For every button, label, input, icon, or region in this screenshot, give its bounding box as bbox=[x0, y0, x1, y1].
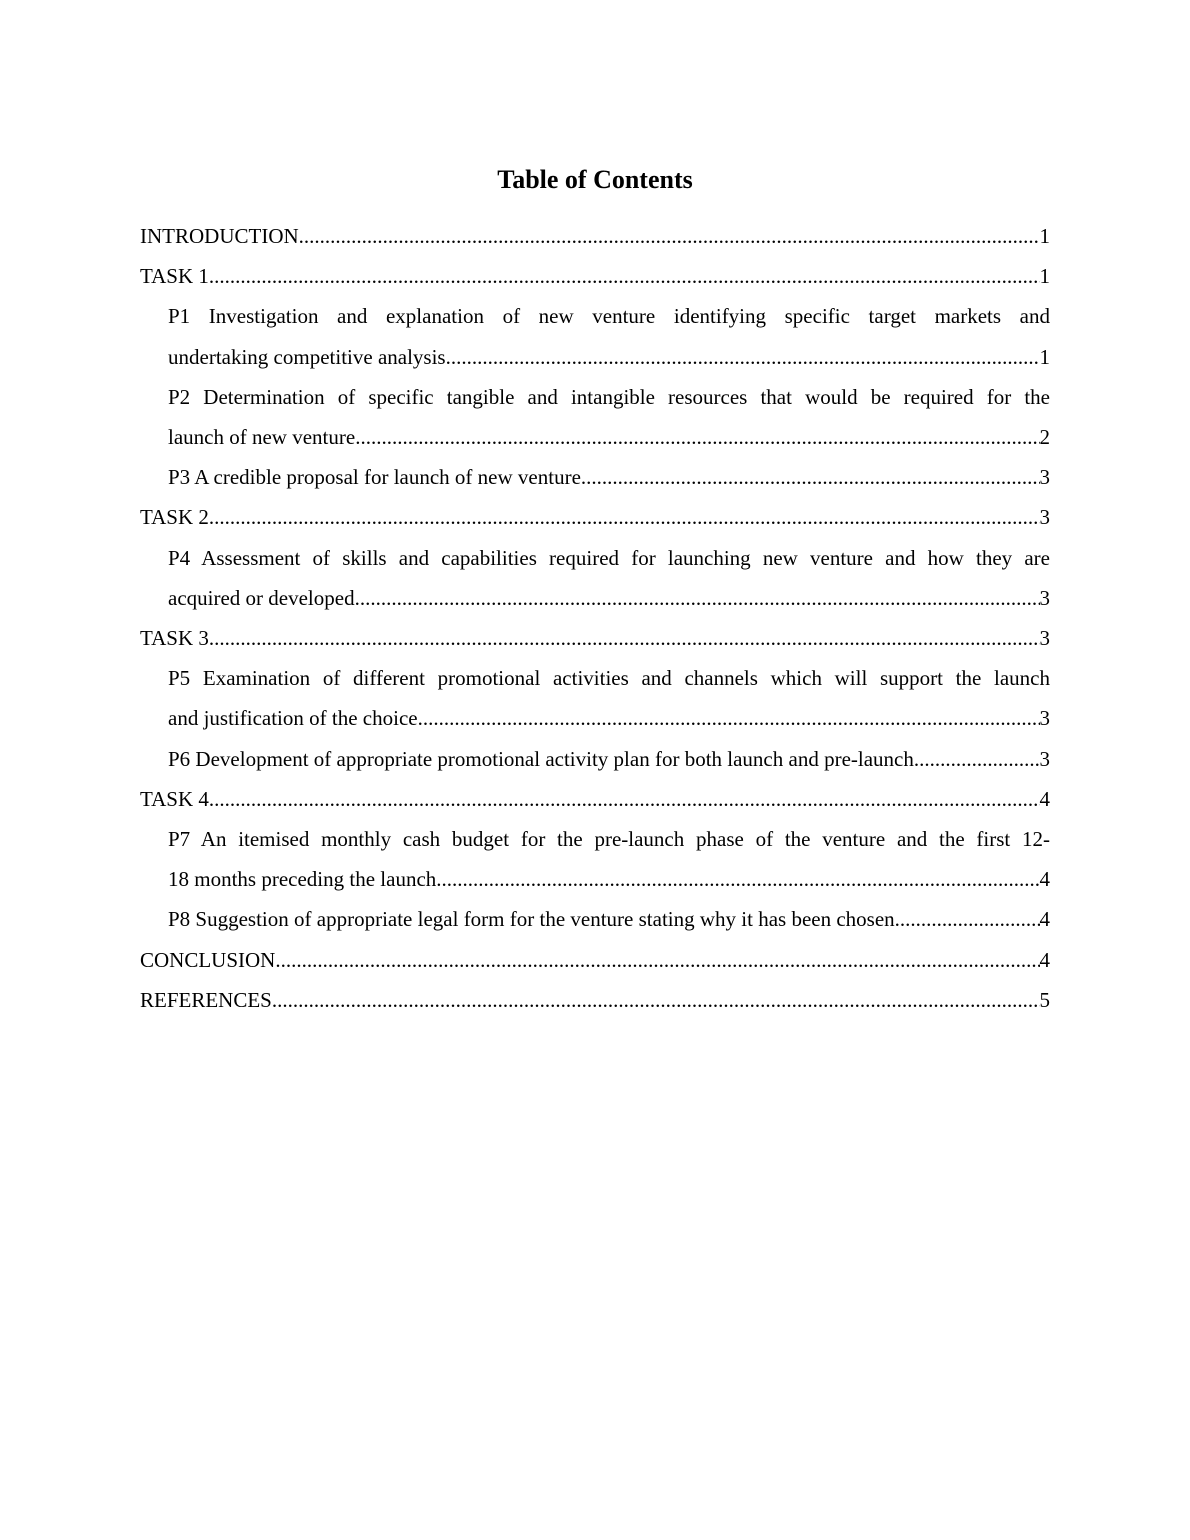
toc-page-number: 3 bbox=[1039, 746, 1050, 771]
toc-entry[interactable] bbox=[140, 256, 1050, 296]
toc-entry-first-line[interactable]: P5 Examination of different promotional activities and channels which will support the launch bbox=[168, 666, 1050, 691]
toc-page-number: 5 bbox=[1039, 987, 1050, 1012]
toc-entry-label: and justification of the choice bbox=[168, 706, 418, 731]
dot-leader bbox=[209, 779, 1040, 819]
toc-entry-label: TASK 4 bbox=[140, 786, 209, 811]
toc-entry-label: INTRODUCTION bbox=[140, 224, 299, 248]
toc-page-number: 1 bbox=[1039, 224, 1050, 248]
toc-subentry[interactable] bbox=[140, 417, 1050, 457]
toc-entry-label: CONCLUSION bbox=[140, 947, 276, 972]
dot-leader bbox=[272, 980, 1040, 1020]
toc-page-number: 4 bbox=[1039, 947, 1050, 972]
dot-leader bbox=[275, 940, 1039, 980]
toc-subentry[interactable] bbox=[140, 578, 1050, 618]
toc-page-number: 3 bbox=[1039, 626, 1050, 651]
toc-entry[interactable] bbox=[140, 618, 1050, 658]
toc-entry[interactable] bbox=[140, 980, 1050, 1020]
dot-leader bbox=[299, 216, 1040, 256]
toc-subentry[interactable] bbox=[140, 739, 1050, 779]
toc-page-number: 3 bbox=[1039, 585, 1050, 610]
toc-entry-first-line[interactable]: P1 Investigation and explanation of new venture identifying specific target markets and bbox=[168, 304, 1050, 329]
toc-entry-label: launch of new venture bbox=[168, 425, 356, 450]
dot-leader bbox=[209, 618, 1040, 658]
page-title: Table of Contents bbox=[497, 165, 693, 194]
table-of-contents bbox=[140, 216, 1050, 1020]
toc-subentry[interactable] bbox=[140, 859, 1050, 899]
dot-leader bbox=[418, 698, 1040, 738]
toc-entry[interactable] bbox=[140, 497, 1050, 537]
toc-page-number: 3 bbox=[1039, 465, 1050, 490]
toc-subentry[interactable] bbox=[140, 899, 1050, 939]
toc-subentry[interactable] bbox=[140, 337, 1050, 377]
toc-entry-first-line[interactable]: P2 Determination of specific tangible and intangible resources that would be required for the bbox=[168, 384, 1050, 409]
toc-entry-label: 18 months preceding the launch bbox=[168, 867, 437, 892]
toc-entry[interactable] bbox=[140, 940, 1050, 980]
toc-page-number: 1 bbox=[1039, 344, 1050, 369]
toc-entry-label: P8 Suggestion of appropriate legal form for the venture stating why it has been chosen bbox=[168, 907, 895, 932]
toc-entry-label: TASK 2 bbox=[140, 505, 209, 530]
toc-page-number: 2 bbox=[1039, 425, 1050, 450]
dot-leader bbox=[581, 457, 1040, 497]
toc-subentry[interactable] bbox=[140, 698, 1050, 738]
toc-page-number: 4 bbox=[1039, 867, 1050, 892]
toc-entry-label: P6 Development of appropriate promotional activity plan for both launch and pre-launch bbox=[168, 746, 914, 771]
toc-entry-label: acquired or developed bbox=[168, 585, 355, 610]
toc-entry[interactable] bbox=[140, 216, 1050, 256]
toc-page-number: 4 bbox=[1039, 786, 1050, 811]
toc-entry-label: TASK 3 bbox=[140, 626, 209, 651]
dot-leader bbox=[446, 337, 1040, 377]
toc-entry-first-line[interactable]: P7 An itemised monthly cash budget for the pre-launch phase of the venture and the first 12- bbox=[168, 827, 1050, 852]
dot-leader bbox=[209, 256, 1040, 296]
dot-leader bbox=[355, 578, 1040, 618]
dot-leader bbox=[355, 417, 1039, 457]
toc-page-number: 1 bbox=[1039, 264, 1050, 289]
toc-page-number: 4 bbox=[1039, 907, 1050, 932]
toc-page-number: 3 bbox=[1039, 706, 1050, 731]
dot-leader bbox=[209, 497, 1040, 537]
toc-entry-label: undertaking competitive analysis bbox=[168, 344, 446, 369]
toc-entry[interactable] bbox=[140, 779, 1050, 819]
toc-entry-label: REFERENCES bbox=[140, 987, 272, 1012]
toc-page-number: 3 bbox=[1039, 505, 1050, 530]
dot-leader bbox=[895, 899, 1040, 939]
dot-leader bbox=[914, 739, 1040, 779]
toc-entry-first-line[interactable]: P4 Assessment of skills and capabilities required for launching new venture and how they are bbox=[168, 545, 1050, 570]
toc-entry-label: P3 A credible proposal for launch of new venture bbox=[168, 465, 581, 490]
dot-leader bbox=[436, 859, 1039, 899]
toc-entry-label: TASK 1 bbox=[140, 264, 209, 289]
toc-subentry[interactable] bbox=[140, 457, 1050, 497]
